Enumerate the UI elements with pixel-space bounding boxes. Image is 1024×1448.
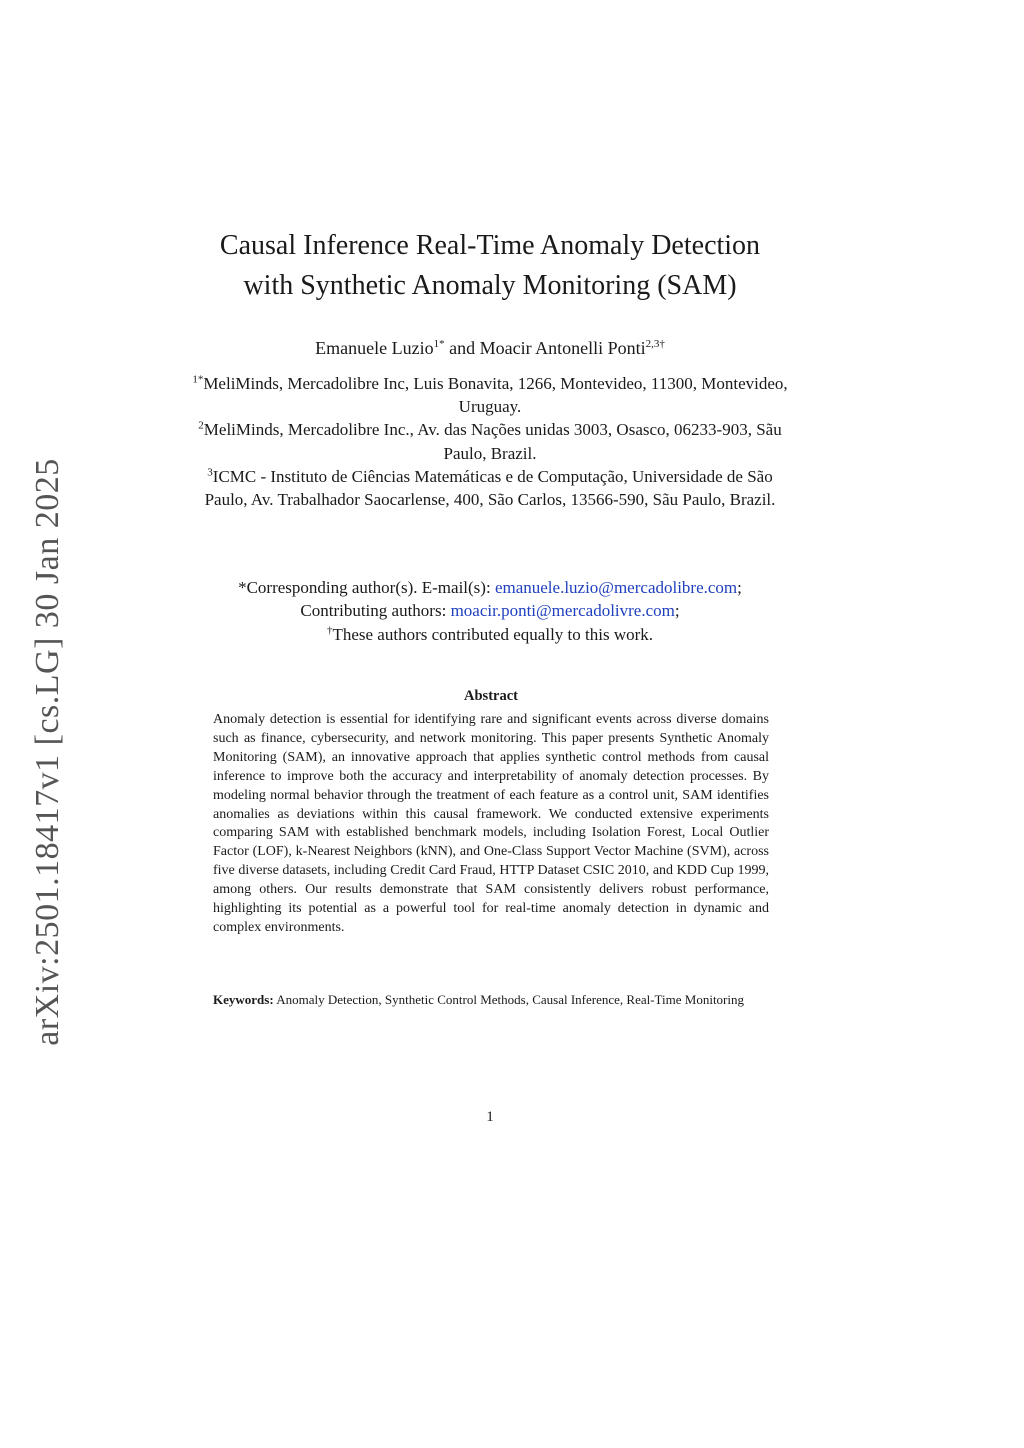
- abstract-heading: Abstract: [464, 688, 518, 704]
- equal-contribution-text: These authors contributed equally to this work.: [332, 624, 654, 644]
- affiliation-text: MeliMinds, Mercadolibre Inc., Av. das Nações unidas 3003, Osasco, 06233-903, Sãu Paulo, Brazil.: [203, 420, 782, 463]
- paper-title: [190, 226, 790, 306]
- affiliation-3: [190, 465, 790, 511]
- contributing-email-link[interactable]: moacir.ponti@mercadolivre.com: [450, 601, 675, 621]
- author-list: [190, 336, 790, 360]
- author-joiner: and: [444, 338, 480, 358]
- title-line-1: Causal Inference Real-Time Anomaly Detection: [219, 230, 761, 261]
- keywords-block: [213, 991, 769, 1008]
- affiliation-text: ICMC - Instituto de Ciências Matemáticas e de Computação, Universidade de São Paulo, Av. Trabalhador Saocarlense, 400, São Carlos, 13566-590, Sãu Paulo, Brazil.: [204, 466, 776, 510]
- contact-block: [170, 576, 810, 646]
- affiliation-2: [190, 418, 790, 464]
- affiliation-1: [190, 372, 790, 418]
- keywords-text: Anomaly Detection, Synthetic Control Methods, Causal Inference, Real-Time Monitoring: [273, 992, 745, 1007]
- corresponding-email-link[interactable]: emanuele.luzio@mercadolibre.com: [494, 578, 738, 597]
- corresponding-author-line: [170, 576, 810, 599]
- corresponding-prefix: *Corresponding author(s). E-mail(s):: [238, 578, 495, 597]
- equal-contribution-note: [170, 623, 810, 646]
- affiliation-mark: 1*: [192, 373, 204, 386]
- affiliation-mark: 2: [198, 419, 204, 432]
- author-name: Emanuele Luzio: [315, 338, 434, 358]
- author-affiliation-mark: 2,3†: [645, 338, 665, 350]
- contributing-prefix: Contributing authors:: [300, 601, 451, 621]
- affiliation-list: [190, 372, 790, 511]
- author-name: Moacir Antonelli Ponti: [479, 338, 646, 358]
- arxiv-identifier-stamp: arXiv:2501.18417v1 [cs.LG] 30 Jan 2025: [29, 458, 66, 1046]
- keywords-label: Keywords:: [213, 992, 274, 1007]
- contributing-authors-line: [170, 599, 810, 622]
- contributing-suffix: ;: [674, 601, 680, 621]
- dagger-mark: †: [326, 624, 333, 637]
- page-number: 1: [486, 1109, 494, 1125]
- author-affiliation-mark: 1*: [433, 338, 445, 350]
- affiliation-mark: 3: [207, 466, 213, 479]
- title-line-2: with Synthetic Anomaly Monitoring (SAM): [243, 270, 737, 301]
- corresponding-suffix: ;: [737, 578, 742, 597]
- affiliation-text: MeliMinds, Mercadolibre Inc, Luis Bonavita, 1266, Montevideo, 11300, Montevideo, Uruguay.: [203, 374, 788, 417]
- abstract-body: Anomaly detection is essential for identifying rare and significant events across diverse domains such as finance, cybersecurity, and network monitoring. This paper presents Synthetic Anomaly Monitoring (SAM), an innovative approach that applies synthetic control methods from causal inference to improve both the accuracy and interpretability of anomaly detection processes. By modeling normal behavior through the treatment of each feature as a control unit, SAM identifies anomalies as deviations within this causal framework. We conducted extensive experiments comparing SAM with established benchmark models, including Isolation Forest, Local Outlier Factor (LOF), k-Nearest Neighbors (kNN), and One-Class Support Vector Machine (SVM), across five diverse datasets, including Credit Card Fraud, HTTP Dataset CSIC 2010, and KDD Cup 1999, among others. Our results demonstrate that SAM consistently delivers robust performance, highlighting its potential as a powerful tool for real-time anomaly detection in dynamic and complex environments.: [213, 712, 769, 935]
